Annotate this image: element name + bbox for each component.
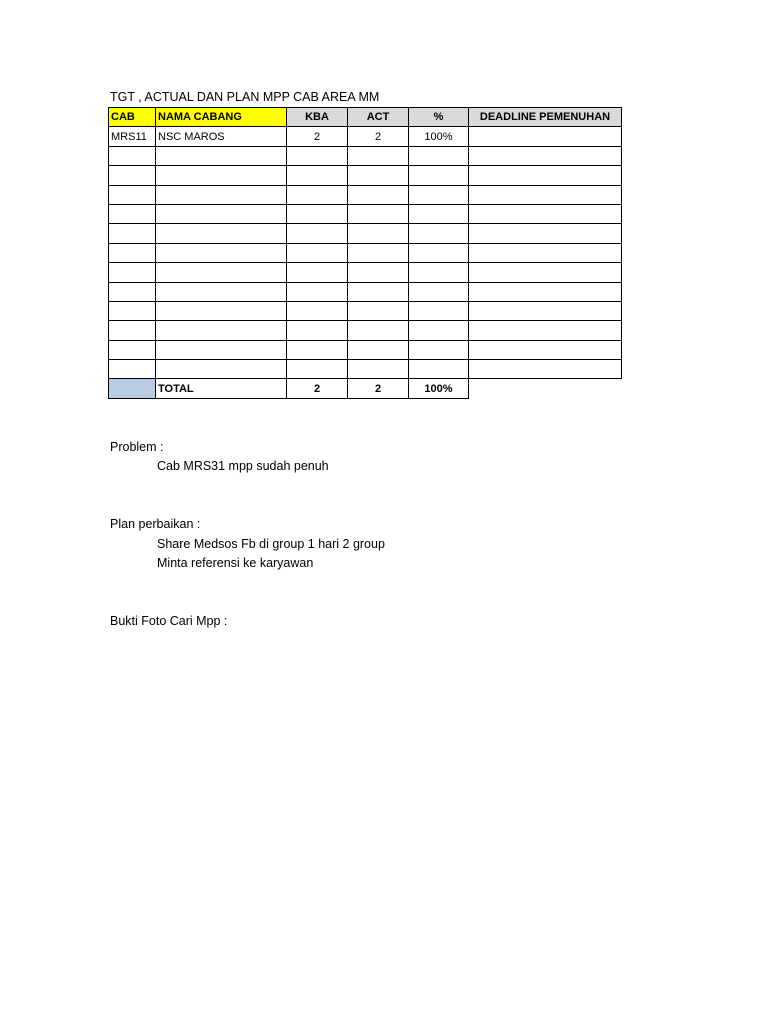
table-cell bbox=[469, 263, 622, 282]
header-act: ACT bbox=[348, 108, 409, 127]
table-cell bbox=[469, 360, 622, 379]
table-cell bbox=[348, 146, 409, 165]
table-cell bbox=[156, 224, 287, 243]
table-cell bbox=[287, 282, 348, 301]
table-cell bbox=[409, 146, 469, 165]
table-row bbox=[109, 263, 622, 282]
table-row bbox=[109, 166, 622, 185]
table-cell bbox=[156, 263, 287, 282]
plan-item: Minta referensi ke karyawan bbox=[157, 556, 314, 570]
table-cell bbox=[109, 204, 156, 223]
table-cell bbox=[287, 321, 348, 340]
table-cell bbox=[409, 185, 469, 204]
table-cell: 100% bbox=[409, 127, 469, 146]
total-row bbox=[109, 379, 622, 398]
table-cell bbox=[156, 146, 287, 165]
table-cell bbox=[109, 360, 156, 379]
table-cell bbox=[469, 204, 622, 223]
table-cell bbox=[109, 301, 156, 320]
plan-label: Plan perbaikan : bbox=[110, 517, 201, 531]
header-deadline: DEADLINE PEMENUHAN bbox=[469, 108, 622, 127]
plan-item: Share Medsos Fb di group 1 hari 2 group bbox=[157, 537, 385, 551]
table-cell bbox=[156, 360, 287, 379]
table-cell: MRS11 bbox=[109, 127, 156, 146]
table-cell bbox=[287, 263, 348, 282]
table-cell bbox=[348, 360, 409, 379]
table-row bbox=[109, 127, 622, 146]
table-cell bbox=[348, 224, 409, 243]
bukti-foto-label: Bukti Foto Cari Mpp : bbox=[110, 614, 228, 628]
table-cell bbox=[348, 166, 409, 185]
table-cell bbox=[109, 243, 156, 262]
table-cell bbox=[469, 340, 622, 359]
problem-item: Cab MRS31 mpp sudah penuh bbox=[157, 459, 329, 473]
table-row bbox=[109, 243, 622, 262]
table-cell bbox=[348, 340, 409, 359]
mpp-table bbox=[108, 107, 622, 399]
table-cell bbox=[109, 224, 156, 243]
table-cell bbox=[409, 166, 469, 185]
table-cell bbox=[348, 282, 409, 301]
table-cell bbox=[287, 243, 348, 262]
table-cell bbox=[409, 243, 469, 262]
sheet-title: TGT , ACTUAL DAN PLAN MPP CAB AREA MM bbox=[110, 90, 380, 104]
table-cell: NSC MAROS bbox=[156, 127, 287, 146]
table-cell bbox=[109, 321, 156, 340]
table-cell bbox=[287, 224, 348, 243]
problem-label: Problem : bbox=[110, 440, 164, 454]
table-cell: 2 bbox=[287, 127, 348, 146]
table-row bbox=[109, 321, 622, 340]
table-cell bbox=[109, 185, 156, 204]
table-header-row bbox=[109, 108, 622, 127]
table-cell bbox=[348, 185, 409, 204]
table-cell bbox=[409, 340, 469, 359]
table-cell bbox=[156, 340, 287, 359]
table-row bbox=[109, 185, 622, 204]
table-cell bbox=[287, 204, 348, 223]
header-percent: % bbox=[409, 108, 469, 127]
table-row bbox=[109, 340, 622, 359]
table-cell bbox=[409, 282, 469, 301]
total-label: TOTAL bbox=[156, 379, 287, 398]
table-row bbox=[109, 146, 622, 165]
total-spacer-cell bbox=[109, 379, 156, 398]
table-cell bbox=[156, 185, 287, 204]
table-cell bbox=[287, 340, 348, 359]
table-cell bbox=[348, 204, 409, 223]
table-cell bbox=[409, 301, 469, 320]
table-cell bbox=[156, 282, 287, 301]
table-cell bbox=[409, 204, 469, 223]
table-cell bbox=[348, 263, 409, 282]
table-cell bbox=[409, 360, 469, 379]
table-cell bbox=[469, 185, 622, 204]
total-act: 2 bbox=[348, 379, 409, 398]
total-kba: 2 bbox=[287, 379, 348, 398]
table-cell bbox=[156, 243, 287, 262]
table-cell bbox=[469, 224, 622, 243]
table-row bbox=[109, 224, 622, 243]
table-row bbox=[109, 360, 622, 379]
table-cell bbox=[287, 166, 348, 185]
table-cell bbox=[109, 166, 156, 185]
table-cell bbox=[156, 166, 287, 185]
table-cell bbox=[348, 301, 409, 320]
table-cell bbox=[469, 301, 622, 320]
table-cell bbox=[469, 146, 622, 165]
table-cell bbox=[156, 321, 287, 340]
table-cell bbox=[109, 282, 156, 301]
table-cell bbox=[156, 301, 287, 320]
table-cell bbox=[109, 146, 156, 165]
table-row bbox=[109, 204, 622, 223]
table-cell bbox=[287, 146, 348, 165]
table-cell bbox=[287, 301, 348, 320]
header-kba: KBA bbox=[287, 108, 348, 127]
table-cell bbox=[409, 321, 469, 340]
table-cell bbox=[287, 360, 348, 379]
table-cell bbox=[469, 166, 622, 185]
header-nama-cabang: NAMA CABANG bbox=[156, 108, 287, 127]
table-cell bbox=[109, 340, 156, 359]
table-cell bbox=[469, 321, 622, 340]
table-cell bbox=[469, 243, 622, 262]
table-cell: 2 bbox=[348, 127, 409, 146]
total-percent: 100% bbox=[409, 379, 469, 398]
table-row bbox=[109, 282, 622, 301]
table-cell bbox=[109, 263, 156, 282]
header-cab: CAB bbox=[109, 108, 156, 127]
table-cell bbox=[409, 224, 469, 243]
total-empty-cell bbox=[469, 379, 622, 398]
table-cell bbox=[409, 263, 469, 282]
table-cell bbox=[469, 127, 622, 146]
table-cell bbox=[287, 185, 348, 204]
table-cell bbox=[348, 243, 409, 262]
table-cell bbox=[348, 321, 409, 340]
table-cell bbox=[156, 204, 287, 223]
table-row bbox=[109, 301, 622, 320]
table-cell bbox=[469, 282, 622, 301]
